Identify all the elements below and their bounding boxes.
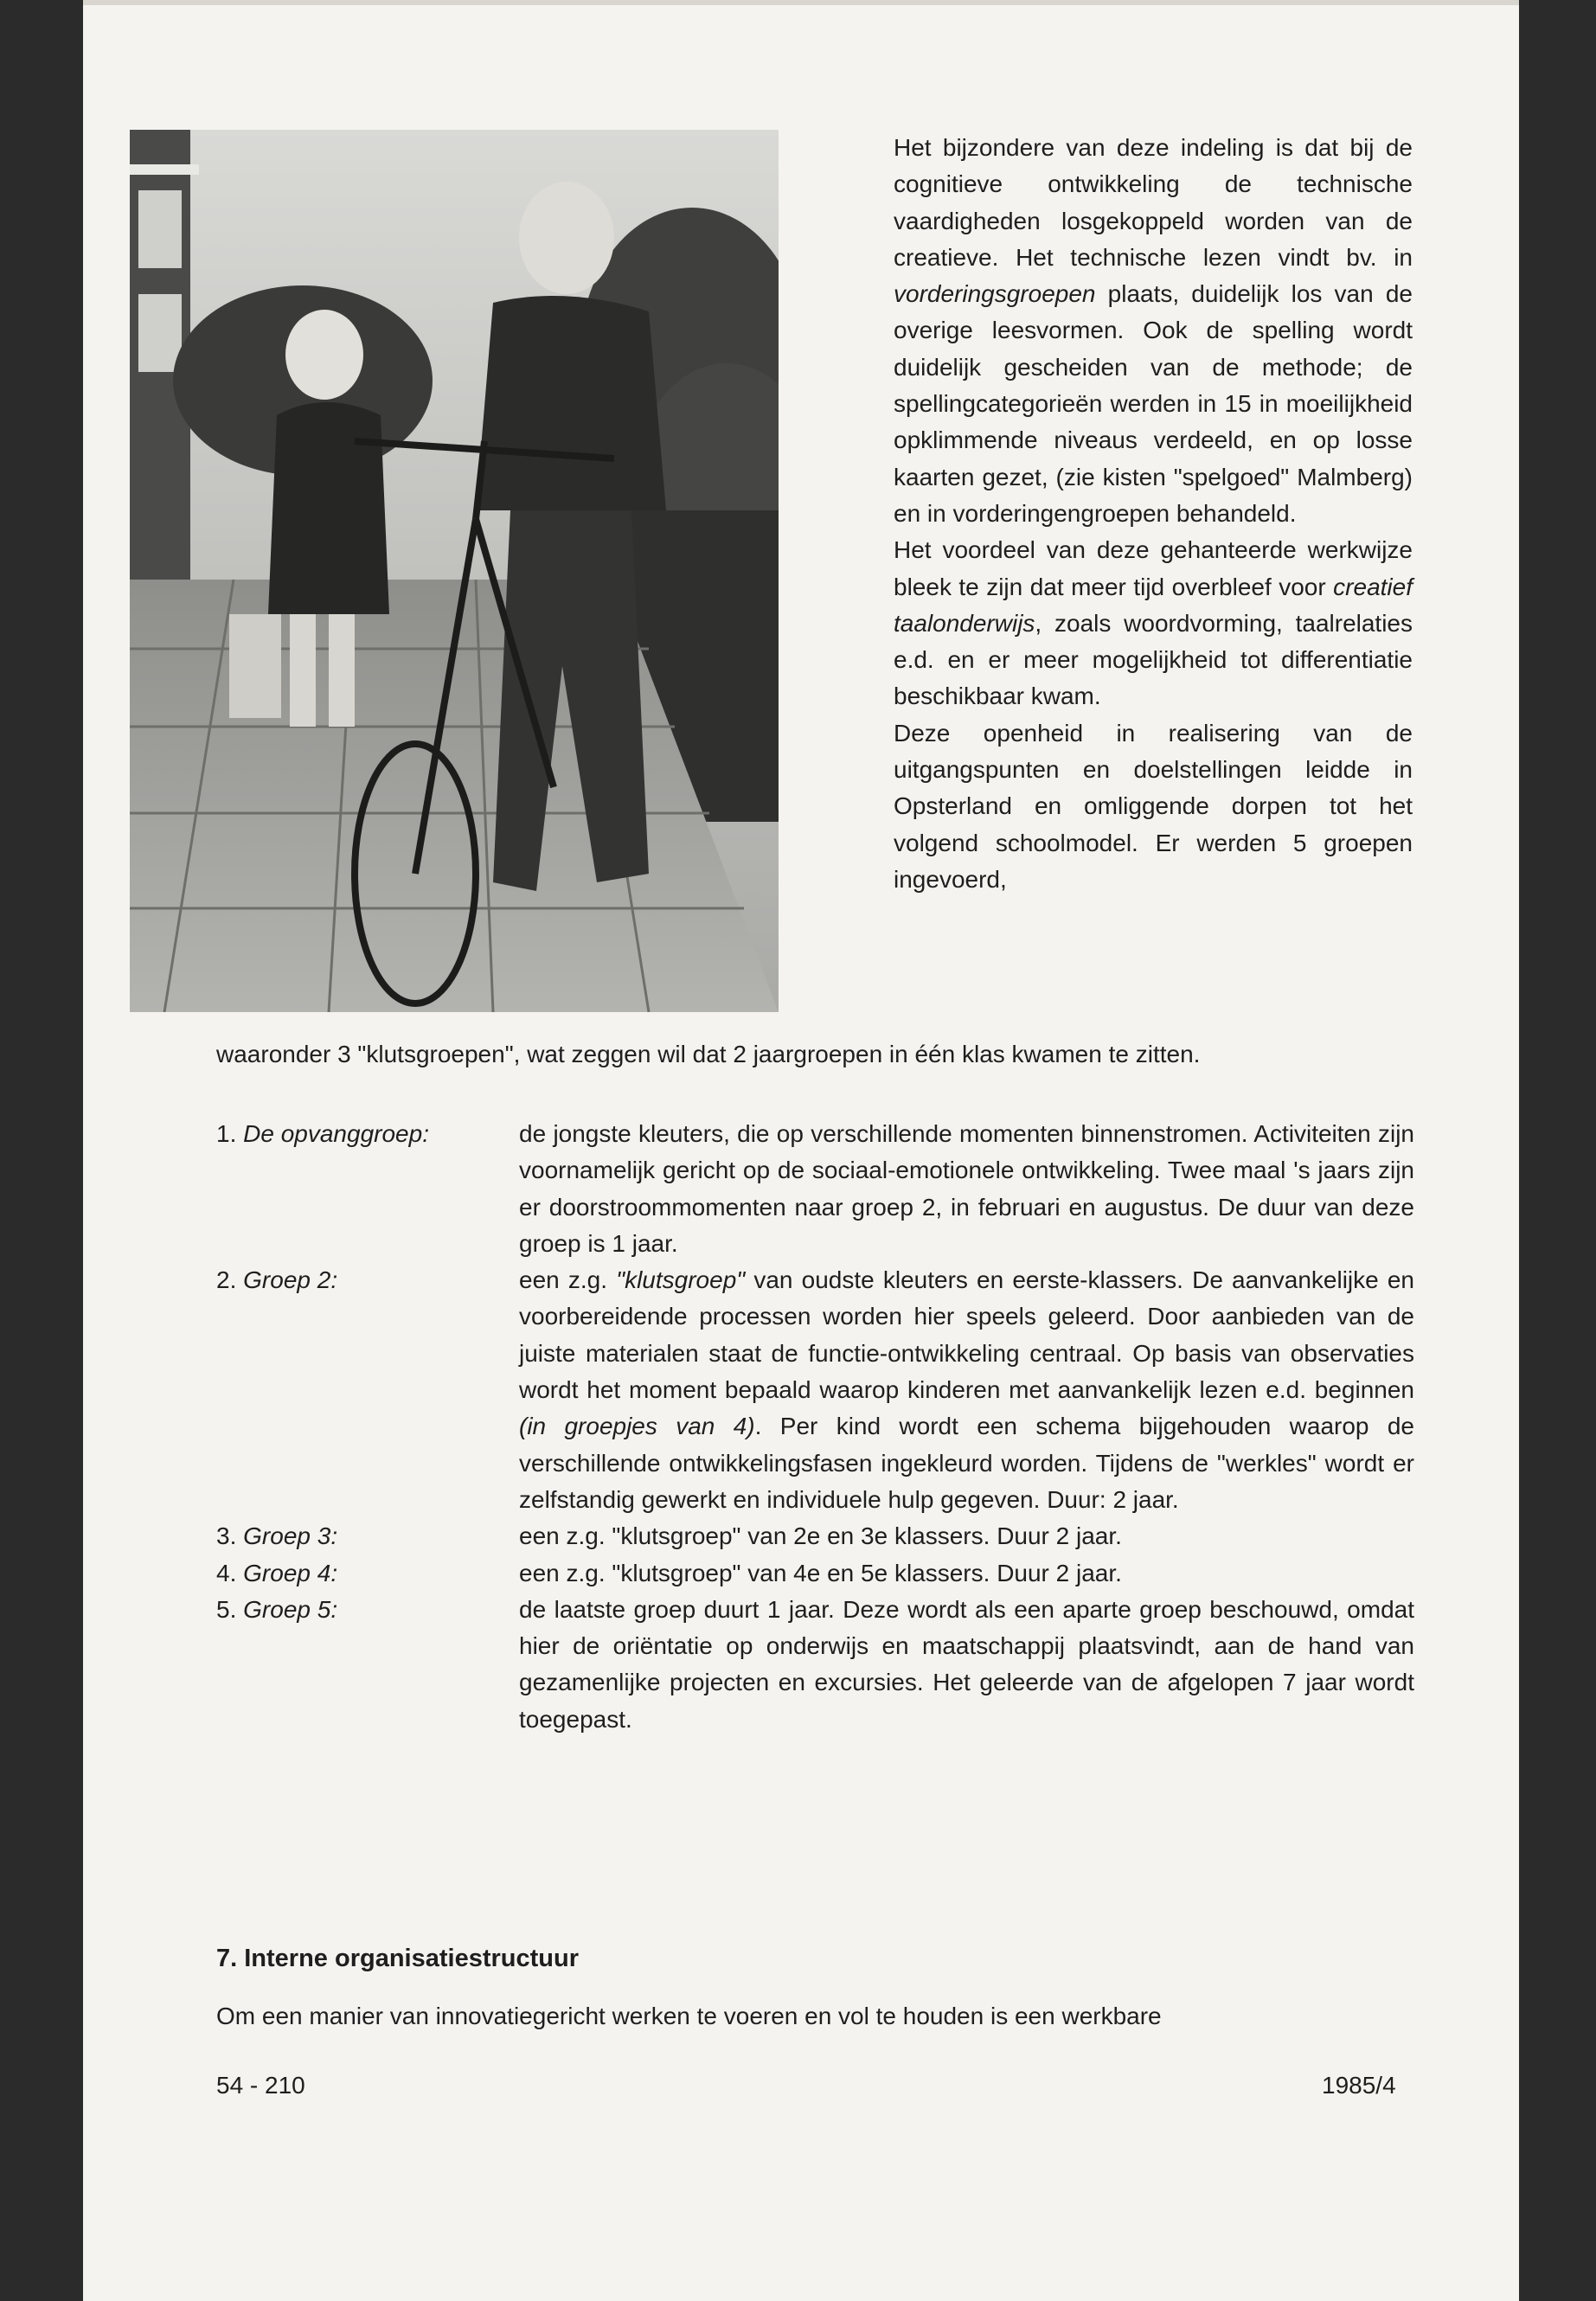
list-number: 4. [216, 1559, 237, 1586]
list-number: 1. [216, 1120, 237, 1147]
list-label: De opvanggroep: [243, 1120, 429, 1147]
group-list [216, 1116, 1414, 1738]
list-item [216, 1262, 1414, 1518]
issue-number: 1985/4 [1322, 2072, 1396, 2099]
section-heading: 7. Interne organisatiestructuur [216, 1945, 579, 1972]
photo-image-icon [130, 130, 779, 1012]
list-item [216, 1116, 1414, 1262]
list-item [216, 1592, 1414, 1738]
section-paragraph: Om een manier van innovatiegericht werken te voeren en vol te houden is een werkbare [216, 2003, 1162, 2029]
list-label: Groep 2: [243, 1266, 338, 1294]
paragraph-openheid: Deze openheid in realisering van de uitgangspunten en doelstellingen leidde in Opsterland en omliggende dorpen tot het volgend schoolmodel. Er werden 5 groepen ingevoerd, [894, 719, 1413, 893]
page-number: 54 - 210 [216, 2072, 305, 2099]
list-body: een z.g. "klutsgroep" van oudste kleuters en eerste-klassers. De aanvankelijke en voorbereidende processen worden hier speels geleerd. Door aanbieden van de juiste materialen staat de functie-ontwikkeling centraal. Op basis van observaties wordt het moment bepaald waarop kinderen met aanvankelijk lezen e.d. beginnen (in groepjes van 4). Per kind wordt een schema bijgehouden waarop de verschillende ontwikkelingsfasen ingekleurd worden. Tijdens de "werkles" wordt er zelfstandig gewerkt en individuele hulp gegeven. Duur: 2 jaar. [519, 1266, 1415, 1513]
page-edge [83, 0, 1519, 5]
list-item [216, 1555, 1414, 1592]
paragraph-indeling: Het bijzondere van deze indeling is dat bij de cognitieve ontwikkeling de technische vaardigheden losgekoppeld worden van de creatieve. Het technische lezen vindt bv. in vorderingsgroepen plaats, duidelijk los van de overige leesvormen. Ook de spelling wordt duidelijk gescheiden van de methode; de spellingcategorieën werden in 15 in moeilijkheid opklimmende niveaus verdeeld, en op losse kaarten gezet, (zie kisten "spelgoed" Malmberg) en in vorderingengroepen behandeld. [894, 134, 1413, 527]
list-number: 2. [216, 1266, 237, 1294]
list-body: een z.g. "klutsgroep" van 4e en 5e klassers. Duur 2 jaar. [519, 1559, 1122, 1586]
list-label: Groep 4: [243, 1559, 338, 1586]
list-body: een z.g. "klutsgroep" van 2e en 3e klassers. Duur 2 jaar. [519, 1522, 1122, 1550]
list-label: Groep 5: [243, 1595, 338, 1623]
paragraph-continuation: waaronder 3 "klutsgroepen", wat zeggen wil dat 2 jaargroepen in één klas kwamen te zitten. [216, 1041, 1201, 1067]
list-number: 5. [216, 1595, 237, 1623]
list-number: 3. [216, 1522, 237, 1550]
list-item [216, 1518, 1414, 1554]
list-body: de jongste kleuters, die op verschillende momenten binnenstromen. Activiteiten zijn voornamelijk gericht op de sociaal-emotionele ontwikkeling. Twee maal 's jaars zijn er doorstroommomenten naar groep 2, in februari en augustus. De duur van deze groep is 1 jaar. [519, 1120, 1414, 1257]
photo-children-bicycle [130, 130, 779, 1012]
right-column-text [894, 130, 1413, 898]
list-body: de laatste groep duurt 1 jaar. Deze wordt als een aparte groep beschouwd, omdat hier de oriëntatie op onderwijs en maatschappij plaatsvindt, aan de hand van gezamenlijke projecten en excursies. Het geleerde van de afgelopen 7 jaar wordt toegepast. [519, 1595, 1414, 1733]
paragraph-voordeel: Het voordeel van deze gehanteerde werkwijze bleek te zijn dat meer tijd overbleef voor creatief taalonderwijs, zoals woordvorming, taalrelaties e.d. en er meer mogelijkheid tot differentiatie beschikbaar kwam. [894, 536, 1413, 710]
list-label: Groep 3: [243, 1522, 338, 1550]
